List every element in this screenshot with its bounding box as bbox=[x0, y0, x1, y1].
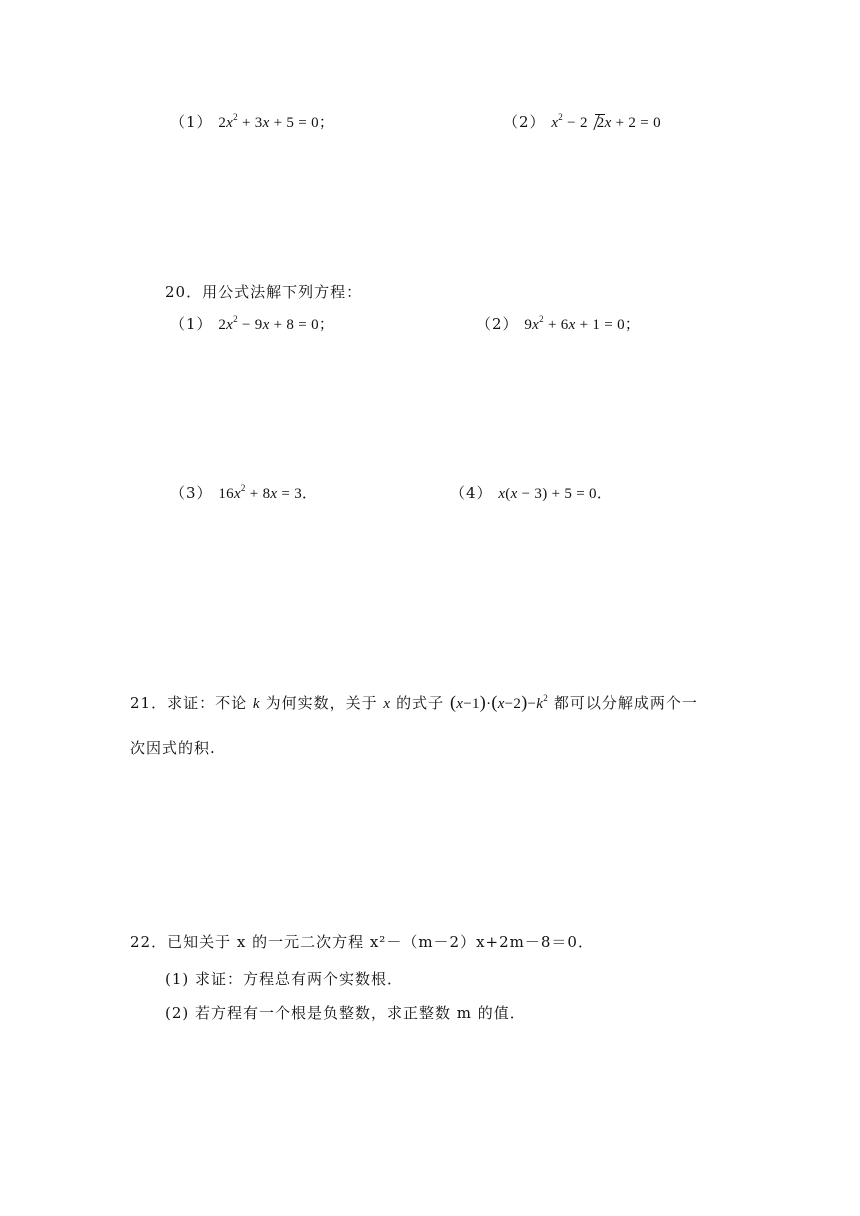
problem-20-3 bbox=[170, 483, 318, 504]
label-20-4: （4） bbox=[450, 484, 493, 502]
punct-20-4: ． bbox=[596, 484, 613, 502]
variable-k: k bbox=[252, 696, 260, 712]
problem-21-text-a: 21．求证：不论 bbox=[130, 694, 248, 712]
label-19-2: （2） bbox=[503, 113, 546, 131]
punct-19-1: ； bbox=[318, 113, 335, 131]
problem-19-1 bbox=[170, 112, 335, 133]
expression-21: $(x-1)\cdot(x-2)-k^2$ bbox=[449, 692, 549, 712]
label-19-1: （1） bbox=[170, 113, 213, 131]
equation-20-2: $9x^2 + 6x + 1 = 0$ bbox=[524, 314, 625, 333]
equation-20-3: $16x^2 + 8x = 3$ bbox=[218, 483, 303, 502]
problem-22-stem: 22．已知关于 x 的一元二次方程 x²－（m－2）x+2m－8＝0． bbox=[130, 933, 594, 951]
variable-x: x bbox=[383, 696, 391, 712]
problem-20-heading: 20．用公式法解下列方程： bbox=[165, 283, 363, 301]
label-20-3: （3） bbox=[170, 484, 213, 502]
equation-20-1: $2x^2 - 9x + 8 = 0$ bbox=[218, 314, 319, 333]
problem-22-q2: (2) 若方程有一个根是负整数，求正整数 m 的值． bbox=[165, 1004, 526, 1022]
label-20-2: （2） bbox=[476, 315, 519, 333]
problem-20-1 bbox=[170, 314, 335, 335]
punct-20-3: ． bbox=[302, 484, 319, 502]
label-20-1: （1） bbox=[170, 315, 213, 333]
problem-21-text-d: 都可以分解成两个一 bbox=[553, 694, 698, 712]
problem-20-4 bbox=[450, 483, 613, 504]
punct-20-2: ； bbox=[624, 315, 641, 333]
problem-19-2 bbox=[503, 112, 661, 133]
equation-19-2: $x^2 - 2$ 2x + 2 = 0 bbox=[551, 112, 661, 131]
equation-20-4: x(x − 3) + 5 = 0 bbox=[498, 486, 597, 502]
problem-21-line1 bbox=[130, 692, 698, 714]
problem-21-text-c: 的式子 bbox=[396, 694, 445, 712]
problem-21-line2: 次因式的积. bbox=[130, 739, 216, 757]
problem-20-2 bbox=[476, 314, 641, 335]
punct-20-1: ； bbox=[318, 315, 335, 333]
problem-21-text-b: 为何实数，关于 bbox=[265, 694, 378, 712]
problem-22-q1: (1) 求证：方程总有两个实数根． bbox=[165, 970, 404, 988]
equation-19-1: $2x^2 + 3x + 5 = 0$ bbox=[218, 112, 319, 131]
